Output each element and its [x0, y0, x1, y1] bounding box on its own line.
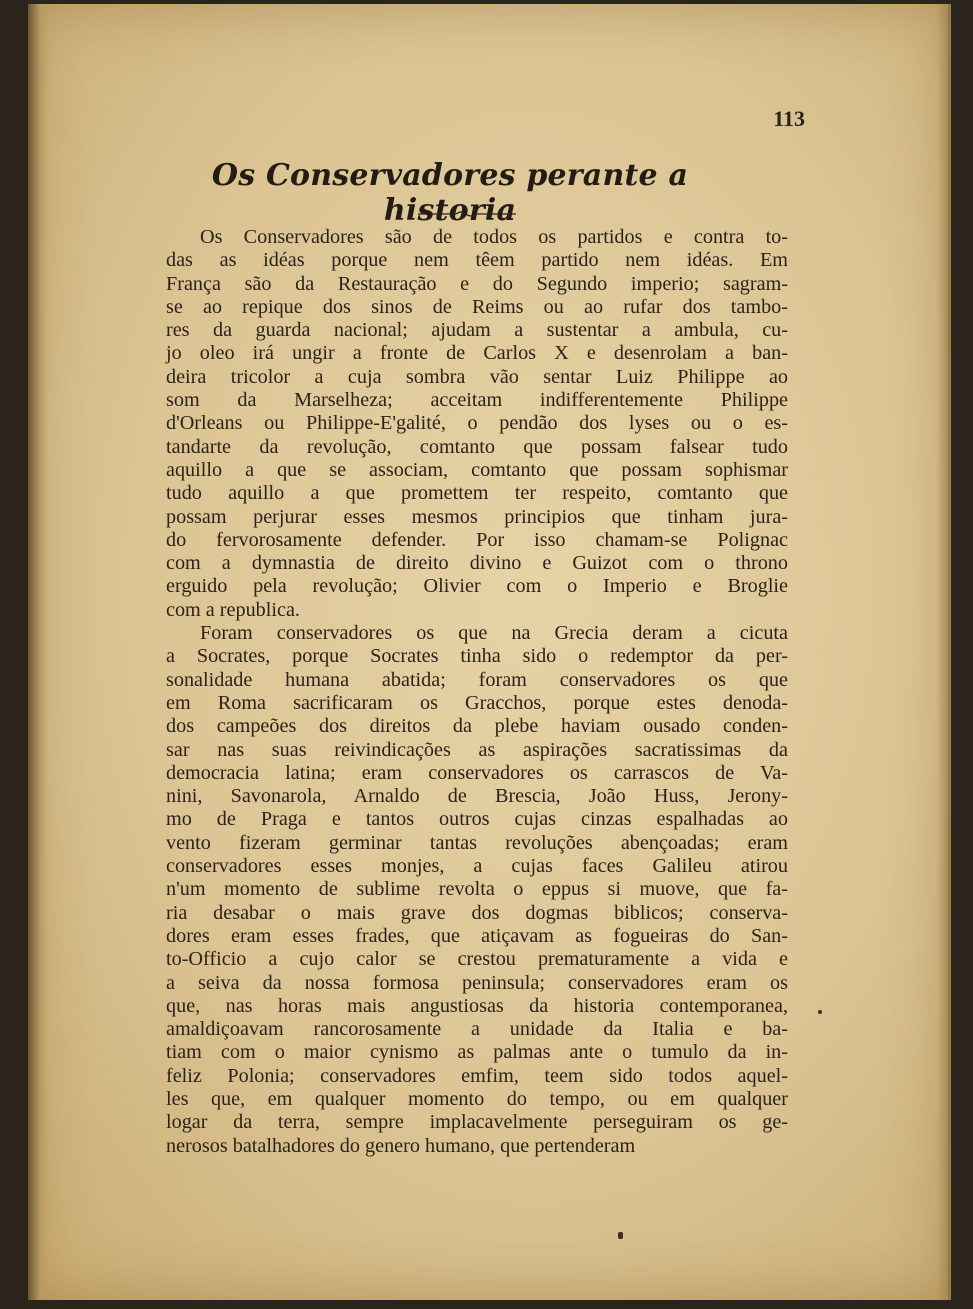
text-line: se ao repique dos sinos de Reims ou ao rufar dos tambo-: [166, 295, 788, 318]
text-line: les que, em qualquer momento do tempo, ou em qualquer: [166, 1087, 788, 1110]
text-line: nerosos batalhadores do genero humano, que pertenderam: [166, 1134, 636, 1157]
page-number: 113: [773, 106, 805, 131]
text-line: logar da terra, sempre implacavelmente perseguiram os ge-: [166, 1111, 788, 1134]
paragraph: [166, 226, 788, 622]
ink-mark: [618, 1232, 623, 1239]
text-line: feliz Polonia; conservadores emfim, teem sido todos aquel-: [166, 1064, 788, 1087]
text-line: amaldiçoavam rancorosamente a unidade da Italia e ba-: [166, 1018, 788, 1041]
ink-speck: [818, 1010, 822, 1014]
text-line: a Socrates, porque Socrates tinha sido o redemptor da per-: [166, 645, 788, 668]
text-line: conservadores esses monjes, a cujas faces Galileu atirou: [166, 855, 788, 878]
text-line: dores eram esses frades, que atiçavam as fogueiras do San-: [166, 924, 788, 947]
text-line: Os Conservadores são de todos os partidos e contra to-: [200, 226, 788, 248]
book-gutter: [28, 4, 48, 1300]
text-line: n'um momento de sublime revolta o eppus si muove, que fa-: [166, 878, 788, 901]
text-line: com a dymnastia de direito divino e Guizot com o throno: [166, 552, 788, 575]
text-line: d'Orleans ou Philippe-E'galité, o pendão dos lyses ou o es-: [166, 412, 788, 435]
text-line: Foram conservadores os que na Grecia deram a cicuta: [200, 622, 788, 645]
paragraph: [166, 622, 788, 1158]
text-line: tandarte da revolução, comtanto que possam falsear tudo: [166, 435, 788, 458]
text-line: das as idéas porque nem têem partido nem idéas. Em: [166, 249, 788, 272]
text-line: aquillo a que se associam, comtanto que possam sophismar: [166, 458, 788, 481]
page-edge: [937, 4, 951, 1300]
text-line: que, nas horas mais angustiosas da historia contemporanea,: [166, 994, 788, 1017]
text-line: mo de Praga e tantos outros cujas cinzas espalhadas ao: [166, 808, 788, 831]
text-line: possam perjurar esses mesmos principios que tinham jura-: [166, 505, 788, 528]
text-line: jo oleo irá ungir a fronte de Carlos X e desenrolam a ban-: [166, 342, 788, 365]
text-line: ria desabar o mais grave dos dogmas biblicos; conserva-: [166, 901, 788, 924]
text-line: com a republica.: [166, 598, 300, 621]
page-title: Os Conservadores perante a historia: [211, 158, 689, 228]
text-line: do fervorosamente defender. Por isso chamam-se Polignac: [166, 528, 788, 551]
text-line: res da guarda nacional; ajudam a sustentar a ambula, cu-: [166, 319, 788, 342]
body-text: [166, 226, 788, 1158]
text-line: em Roma sacrificaram os Gracchos, porque estes denoda-: [166, 691, 788, 714]
text-line: deira tricolor a cuja sombra vão sentar Luiz Philippe ao: [166, 365, 788, 388]
text-line: França são da Restauração e do Segundo imperio; sagram-: [166, 272, 788, 295]
text-line: sonalidade humana abatida; foram conservadores os que: [166, 668, 788, 691]
text-line: tudo aquillo a que promettem ter respeito, comtanto que: [166, 482, 788, 505]
text-line: to-Officio a cujo calor se crestou prematuramente a vida e: [166, 948, 788, 971]
ornamental-rule: [418, 210, 516, 218]
text-line: erguido pela revolução; Olivier com o Imperio e Broglie: [166, 575, 788, 598]
text-line: sar nas suas reivindicações as aspirações sacratissimas da: [166, 738, 788, 761]
text-line: vento fizeram germinar tantas revoluções abençoadas; eram: [166, 831, 788, 854]
text-line: democracia latina; eram conservadores os carrascos de Va-: [166, 761, 788, 784]
text-line: nini, Savonarola, Arnaldo de Brescia, João Huss, Jerony-: [166, 785, 788, 808]
text-line: tiam com o maior cynismo as palmas ante o tumulo da in-: [166, 1041, 788, 1064]
text-line: som da Marselheza; acceitam indifferentemente Philippe: [166, 389, 788, 412]
text-line: a seiva da nossa formosa peninsula; conservadores eram os: [166, 971, 788, 994]
text-line: dos campeões dos direitos da plebe haviam ousado conden-: [166, 715, 788, 738]
